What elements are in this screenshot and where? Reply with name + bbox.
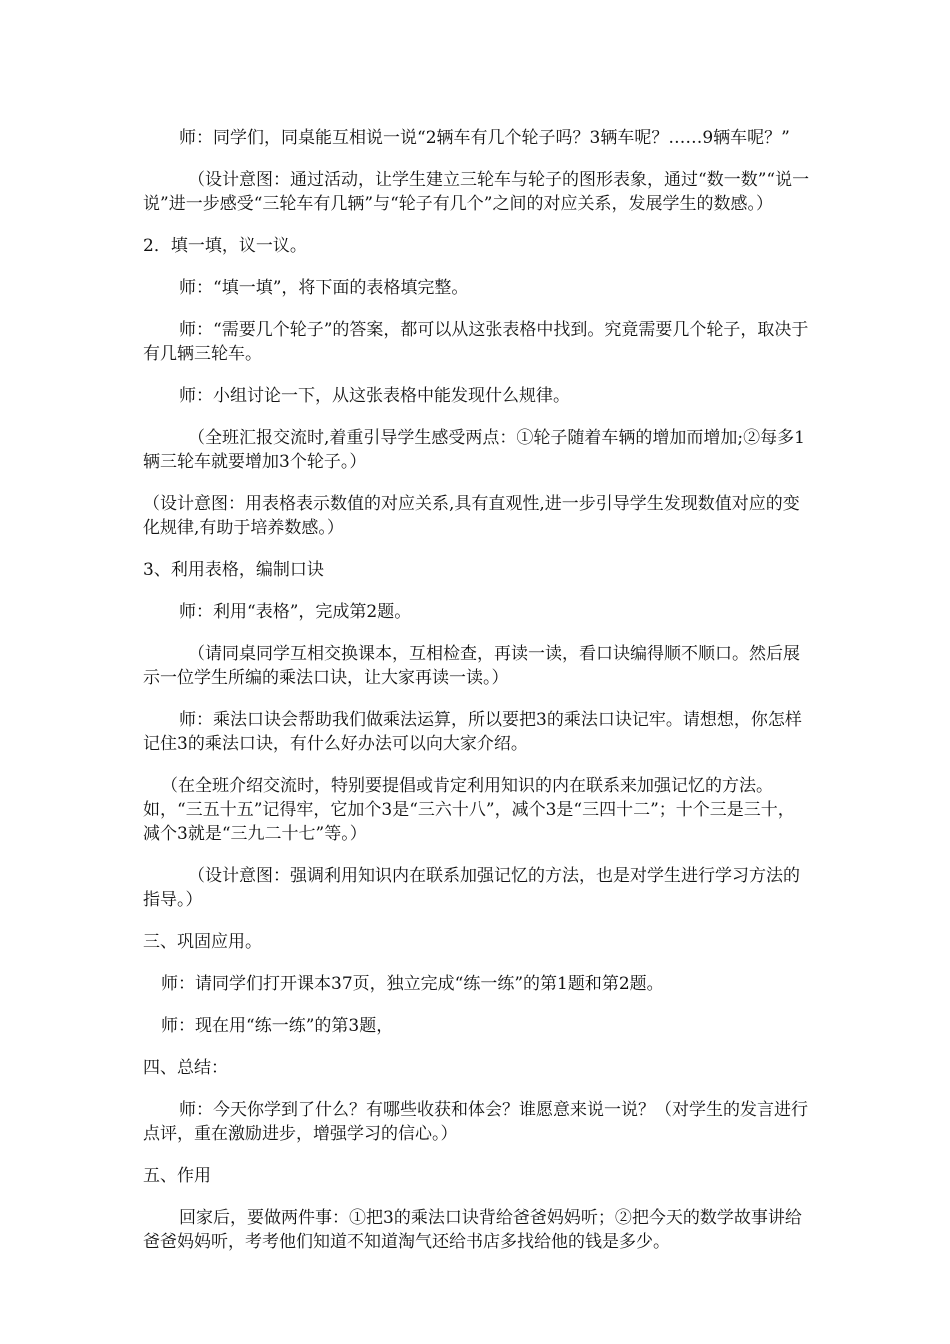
paragraph-class-exchange: （在全班介绍交流时，特别要提倡或肯定利用知识的内在联系来加强记忆的方法。如，“三五十五”记得牢，它加个3是“三六十八”，减个3是“三四十二”；十个三是三十，减个3就是“三九二十七”等。） [143, 776, 795, 844]
paragraph-homework: 回家后，要做两件事：①把3的乘法口诀背给爸爸妈妈听；②把今天的数学故事讲给爸爸妈妈听，考考他们知道不知道淘气还给书店多找给他的钱是多少。 [143, 1208, 802, 1252]
paragraph-teacher-fill: 师：“填一填”，将下面的表格填完整。 [179, 278, 469, 298]
paragraph-teacher-wheels: 师：同学们，同桌能互相说一说“2辆车有几个轮子吗？3辆车呢？……9辆车呢？” [179, 128, 790, 148]
section-heading-homework: 五、作用 [143, 1166, 211, 1186]
paragraph-desk-mates: （请同桌同学互相交换课本，互相检查，再读一读，看口诀编得顺不顺口。然后展示一位学生所编的乘法口诀，让大家再读一读。） [143, 644, 800, 688]
paragraph-design-intent-1: （设计意图：通过活动，让学生建立三轮车与轮子的图形表象，通过“数一数”“说一说”进一步感受“三轮车有几辆”与“轮子有几个”之间的对应关系，发展学生的数感。） [143, 170, 810, 214]
section-heading-summary: 四、总结： [143, 1058, 228, 1078]
paragraph-teacher-rhyme: 师：乘法口诀会帮助我们做乘法运算，所以要把3的乘法口诀记牢。请想想，你怎样记住3的乘法口诀，有什么好办法可以向大家介绍。 [143, 710, 802, 754]
paragraph-teacher-exercise3: 师：现在用“练一练”的第3题， [161, 1016, 394, 1036]
section-heading-fill-discuss: 2．填一填，议一议。 [143, 236, 307, 256]
paragraph-teacher-group: 师：小组讨论一下，从这张表格中能发现什么规律。 [179, 386, 570, 406]
paragraph-design-intent-3: （设计意图：强调利用知识内在联系加强记忆的方法，也是对学生进行学习方法的指导。） [143, 866, 800, 910]
paragraph-class-report: （全班汇报交流时,着重引导学生感受两点：①轮子随着车辆的增加而增加;②每多1辆三轮车就要增加3个轮子。） [143, 428, 805, 472]
paragraph-teacher-summary: 师：今天你学到了什么？有哪些收获和体会？谁愿意来说一说？（对学生的发言进行点评，重在激励进步，增强学习的信心。） [143, 1100, 808, 1144]
paragraph-design-intent-2: （设计意图：用表格表示数值的对应关系,具有直观性,进一步引导学生发现数值对应的变化规律,有助于培养数感。） [143, 494, 800, 538]
document-page [143, 126, 811, 1272]
section-heading-table-rhyme: 3、利用表格，编制口诀 [143, 560, 324, 580]
paragraph-teacher-answer: 师：“需要几个轮子”的答案，都可以从这张表格中找到。究竟需要几个轮子，取决于有几辆三轮车。 [143, 320, 809, 364]
paragraph-teacher-table: 师：利用“表格”，完成第2题。 [179, 602, 412, 622]
section-heading-consolidate: 三、巩固应用。 [143, 932, 262, 952]
paragraph-teacher-textbook: 师：请同学们打开课本37页，独立完成“练一练”的第1题和第2题。 [161, 974, 664, 994]
